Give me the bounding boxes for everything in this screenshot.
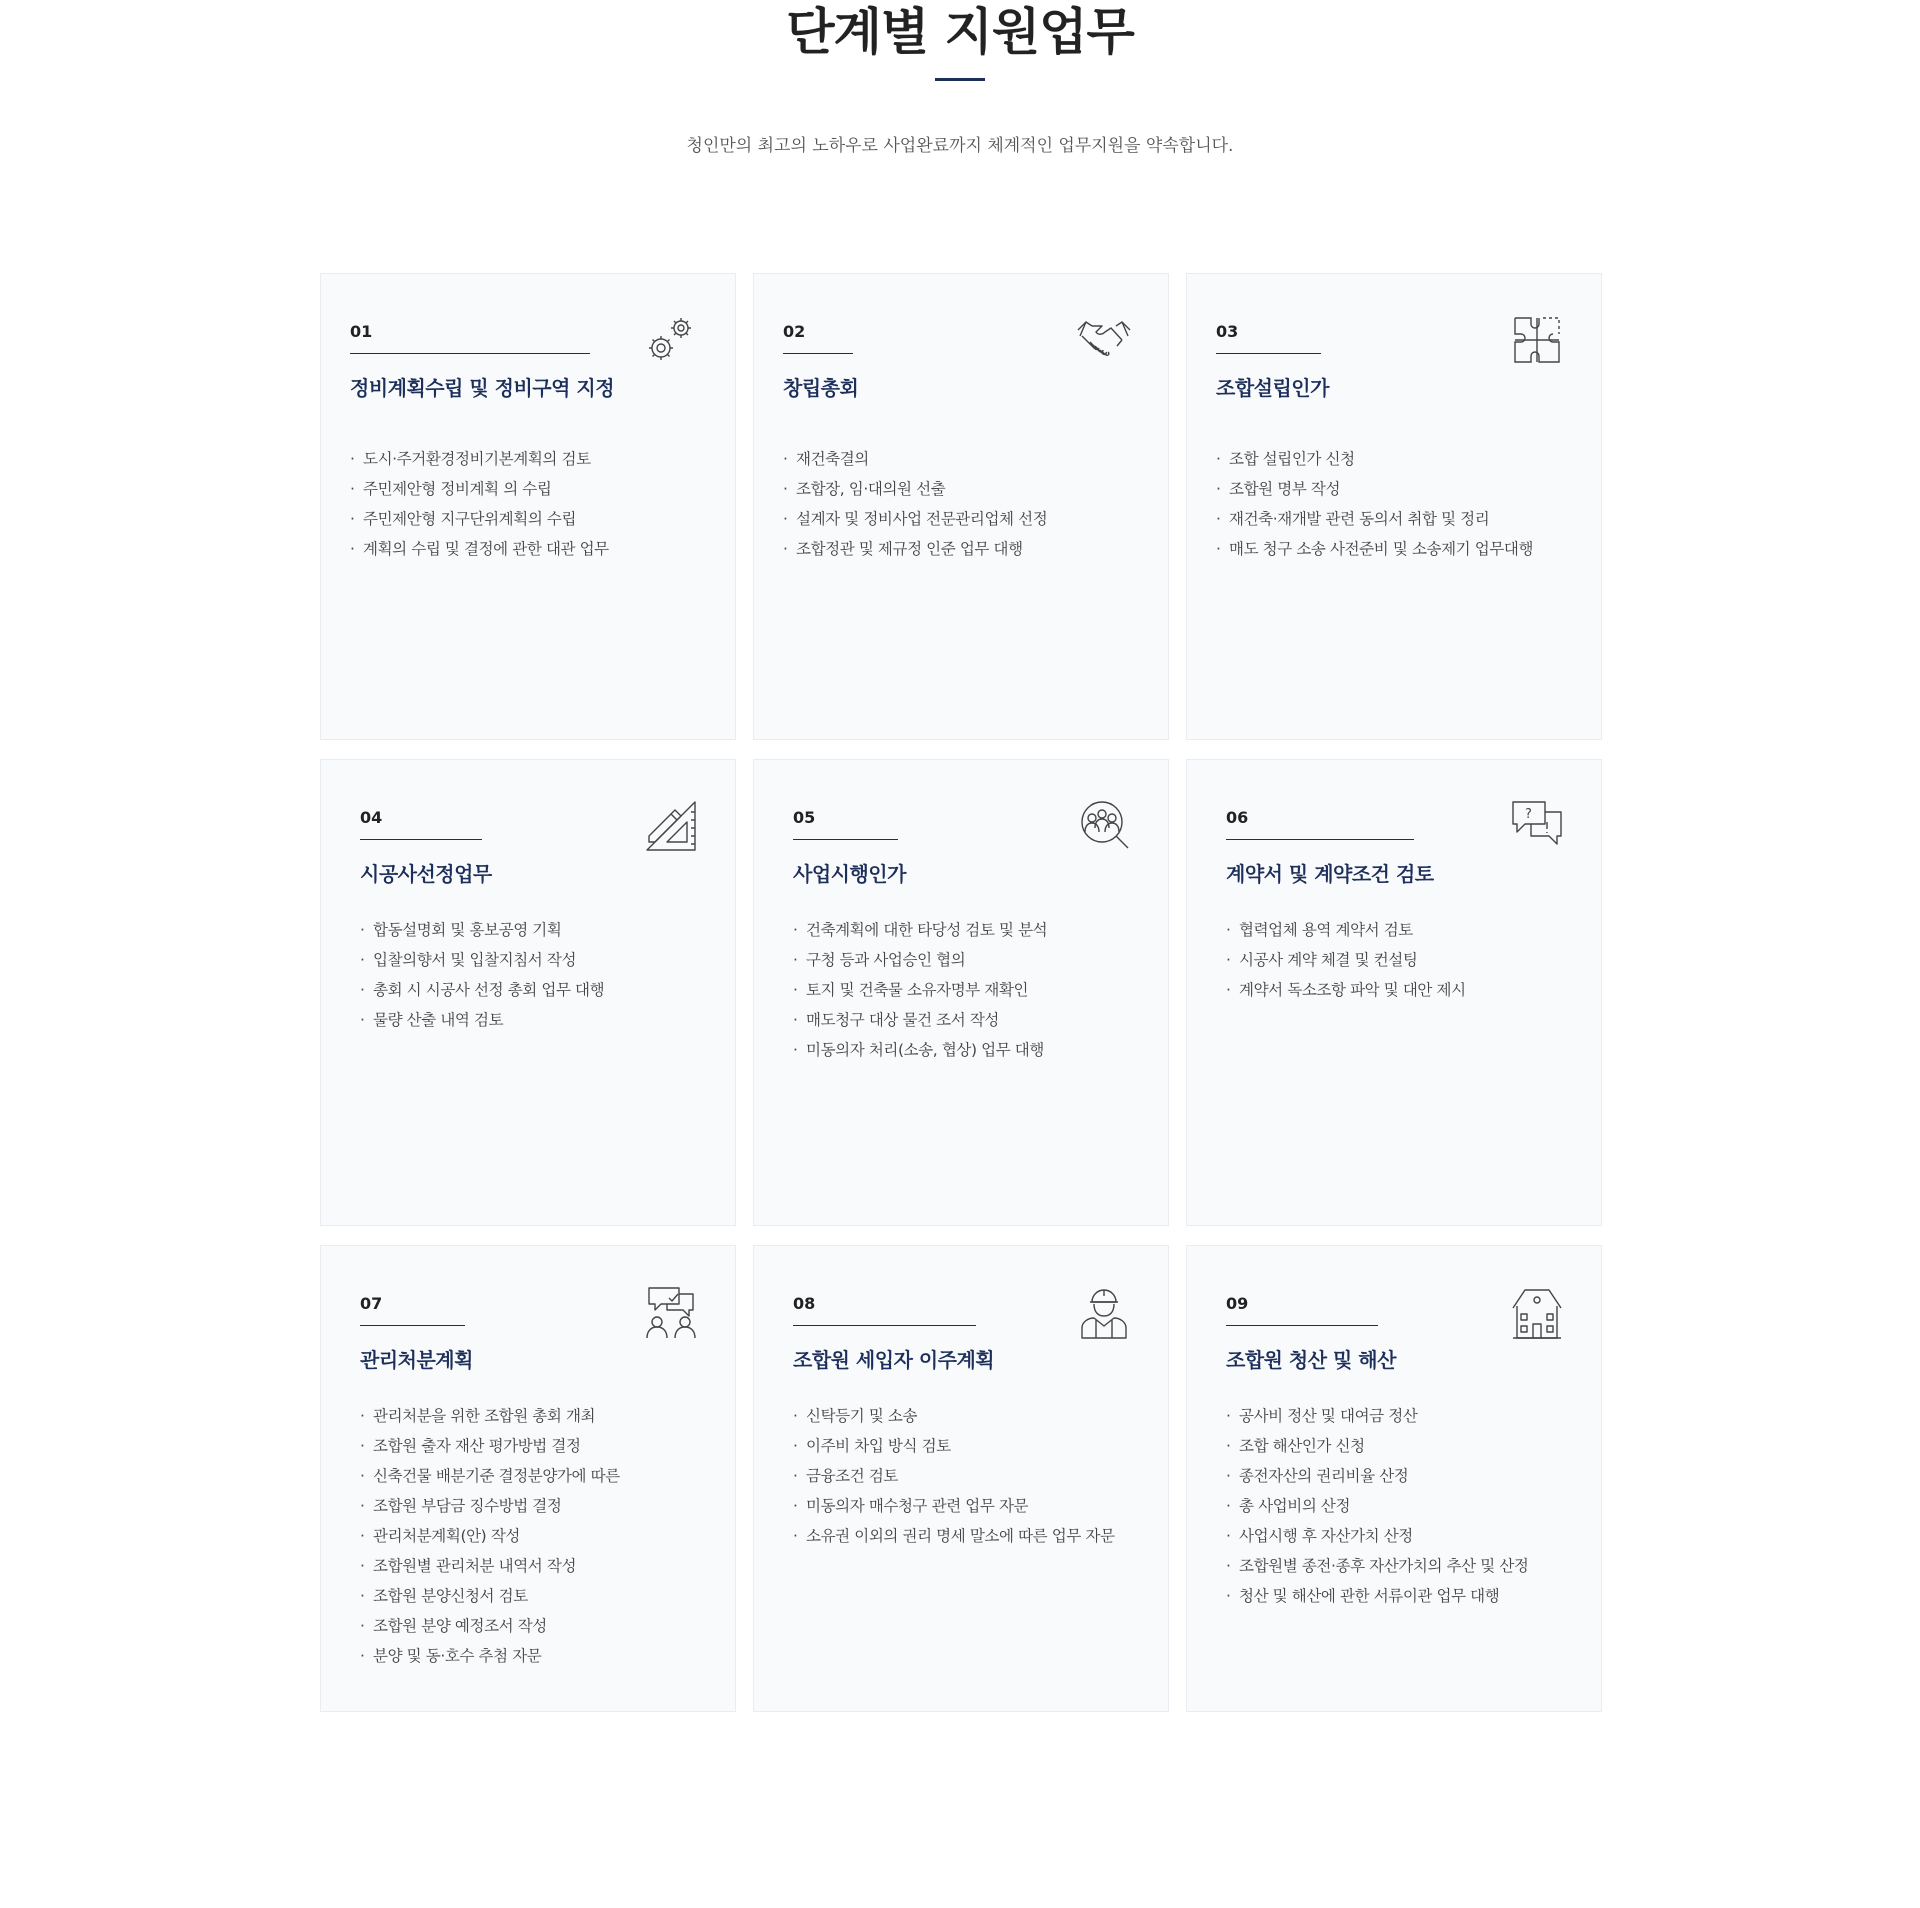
- number-underline: [783, 353, 853, 354]
- list-item: · 사업시행 후 자산가치 산정: [1226, 1521, 1586, 1551]
- task-list: [783, 444, 1143, 564]
- step-title: 조합설립인가: [1216, 376, 1329, 400]
- list-item: · 설계자 및 정비사업 전문관리업체 선정: [783, 504, 1143, 534]
- list-item: · 공사비 정산 및 대여금 정산: [1226, 1401, 1586, 1431]
- list-item: · 도시·주거환경정비기본계획의 검토: [350, 444, 710, 474]
- number-underline: [360, 839, 482, 840]
- step-title: 정비계획수립 및 정비구역 지정: [350, 376, 615, 400]
- step-title: 시공사선정업무: [360, 862, 492, 886]
- list-item: · 주민제안형 지구단위계획의 수립: [350, 504, 710, 534]
- list-item: · 관리처분계획(안) 작성: [360, 1521, 720, 1551]
- number-underline: [360, 1325, 465, 1326]
- list-item: · 계획의 수립 및 결정에 관한 대관 업무: [350, 534, 710, 564]
- step-title: 창립총회: [783, 376, 859, 400]
- gears-icon: [643, 312, 699, 368]
- list-item: · 미동의자 처리(소송, 협상) 업무 대행: [793, 1035, 1153, 1065]
- list-item: · 미동의자 매수청구 관련 업무 자문: [793, 1491, 1153, 1521]
- step-number: 04: [360, 808, 383, 827]
- list-item: · 매도 청구 소송 사전준비 및 소송제기 업무대행: [1216, 534, 1576, 564]
- task-list: [360, 915, 720, 1035]
- page-title: 단계별 지원업무: [786, 3, 1134, 61]
- cards-grid: [320, 273, 1602, 1712]
- list-item: · 재건축·재개발 관련 동의서 취합 및 정리: [1216, 504, 1576, 534]
- list-item: · 신축건물 배분기준 결정분양가에 따른: [360, 1461, 720, 1491]
- number-underline: [1226, 1325, 1378, 1326]
- title-underline: [935, 78, 985, 81]
- svg-text:?: ?: [1525, 807, 1532, 822]
- step-card-08: [753, 1245, 1169, 1712]
- step-card-04: [320, 759, 736, 1226]
- number-underline: [793, 1325, 976, 1326]
- step-number: 09: [1226, 1294, 1249, 1313]
- step-card-06: [1186, 759, 1602, 1226]
- list-item: · 관리처분을 위한 조합원 총회 개최: [360, 1401, 720, 1431]
- list-item: · 재건축결의: [783, 444, 1143, 474]
- chat-question-icon: [1509, 798, 1565, 854]
- meeting-icon: [643, 1284, 699, 1340]
- task-list: [1226, 1401, 1586, 1611]
- people-search-icon: [1076, 798, 1132, 854]
- page-subtitle: 청인만의 최고의 노하우로 사업완료까지 체계적인 업무지원을 약속합니다.: [686, 136, 1234, 156]
- step-number: 06: [1226, 808, 1249, 827]
- list-item: · 시공사 계약 체결 및 컨설팅: [1226, 945, 1586, 975]
- step-card-02: [753, 273, 1169, 740]
- pencil-ruler-icon: [643, 798, 699, 854]
- task-list: [793, 1401, 1153, 1551]
- list-item: · 토지 및 건축물 소유자명부 재확인: [793, 975, 1153, 1005]
- list-item: · 조합 설립인가 신청: [1216, 444, 1576, 474]
- number-underline: [1226, 839, 1414, 840]
- task-list: [360, 1401, 720, 1671]
- number-underline: [793, 839, 898, 840]
- step-card-05: [753, 759, 1169, 1226]
- step-number: 05: [793, 808, 816, 827]
- list-item: · 청산 및 해산에 관한 서류이관 업무 대행: [1226, 1581, 1586, 1611]
- house-icon: [1509, 1284, 1565, 1340]
- list-item: · 조합원 출자 재산 평가방법 결정: [360, 1431, 720, 1461]
- list-item: · 주민제안형 정비계획 의 수립: [350, 474, 710, 504]
- task-list: [793, 915, 1153, 1065]
- step-title: 관리처분계획: [360, 1348, 473, 1372]
- list-item: · 종전자산의 권리비율 산정: [1226, 1461, 1586, 1491]
- list-item: · 건축계획에 대한 타당성 검토 및 분석: [793, 915, 1153, 945]
- list-item: · 조합 해산인가 신청: [1226, 1431, 1586, 1461]
- step-number: 08: [793, 1294, 816, 1313]
- step-title: 계약서 및 계약조건 검토: [1226, 862, 1434, 886]
- step-title: 조합원 세입자 이주계획: [793, 1348, 995, 1372]
- list-item: · 조합정관 및 제규정 인준 업무 대행: [783, 534, 1143, 564]
- step-card-09: [1186, 1245, 1602, 1712]
- step-number: 02: [783, 322, 806, 341]
- list-item: · 조합원 부담금 징수방법 결정: [360, 1491, 720, 1521]
- worker-icon: [1076, 1284, 1132, 1340]
- list-item: · 조합원별 종전·종후 자산가치의 추산 및 산정: [1226, 1551, 1586, 1581]
- list-item: · 총 사업비의 산정: [1226, 1491, 1586, 1521]
- task-list: [350, 444, 710, 564]
- list-item: · 조합원 분양 예정조서 작성: [360, 1611, 720, 1641]
- step-card-07: [320, 1245, 736, 1712]
- list-item: · 협력업체 용역 계약서 검토: [1226, 915, 1586, 945]
- list-item: · 계약서 독소조항 파악 및 대안 제시: [1226, 975, 1586, 1005]
- number-underline: [1216, 353, 1321, 354]
- list-item: · 매도청구 대상 물건 조서 작성: [793, 1005, 1153, 1035]
- list-item: · 물량 산출 내역 검토: [360, 1005, 720, 1035]
- list-item: · 신탁등기 및 소송: [793, 1401, 1153, 1431]
- task-list: [1226, 915, 1586, 1005]
- list-item: · 조합원별 관리처분 내역서 작성: [360, 1551, 720, 1581]
- step-title: 조합원 청산 및 해산: [1226, 1348, 1396, 1372]
- list-item: · 소유권 이외의 권리 명세 말소에 따른 업무 자문: [793, 1521, 1153, 1551]
- step-card-03: [1186, 273, 1602, 740]
- step-card-01: [320, 273, 736, 740]
- step-number: 07: [360, 1294, 383, 1313]
- list-item: · 합동설명회 및 홍보공영 기획: [360, 915, 720, 945]
- list-item: · 분양 및 동·호수 추첨 자문: [360, 1641, 720, 1671]
- list-item: · 구청 등과 사업승인 협의: [793, 945, 1153, 975]
- list-item: · 조합원 분양신청서 검토: [360, 1581, 720, 1611]
- list-item: · 입찰의향서 및 입찰지침서 작성: [360, 945, 720, 975]
- puzzle-icon: [1509, 312, 1565, 368]
- step-title: 사업시행인가: [793, 862, 906, 886]
- list-item: · 조합원 명부 작성: [1216, 474, 1576, 504]
- handshake-icon: [1076, 312, 1132, 368]
- step-number: 01: [350, 322, 373, 341]
- number-underline: [350, 353, 590, 354]
- list-item: · 총회 시 시공사 선정 총회 업무 대행: [360, 975, 720, 1005]
- list-item: · 조합장, 임·대의원 선출: [783, 474, 1143, 504]
- list-item: · 이주비 차입 방식 검토: [793, 1431, 1153, 1461]
- step-number: 03: [1216, 322, 1239, 341]
- task-list: [1216, 444, 1576, 564]
- list-item: · 금융조건 검토: [793, 1461, 1153, 1491]
